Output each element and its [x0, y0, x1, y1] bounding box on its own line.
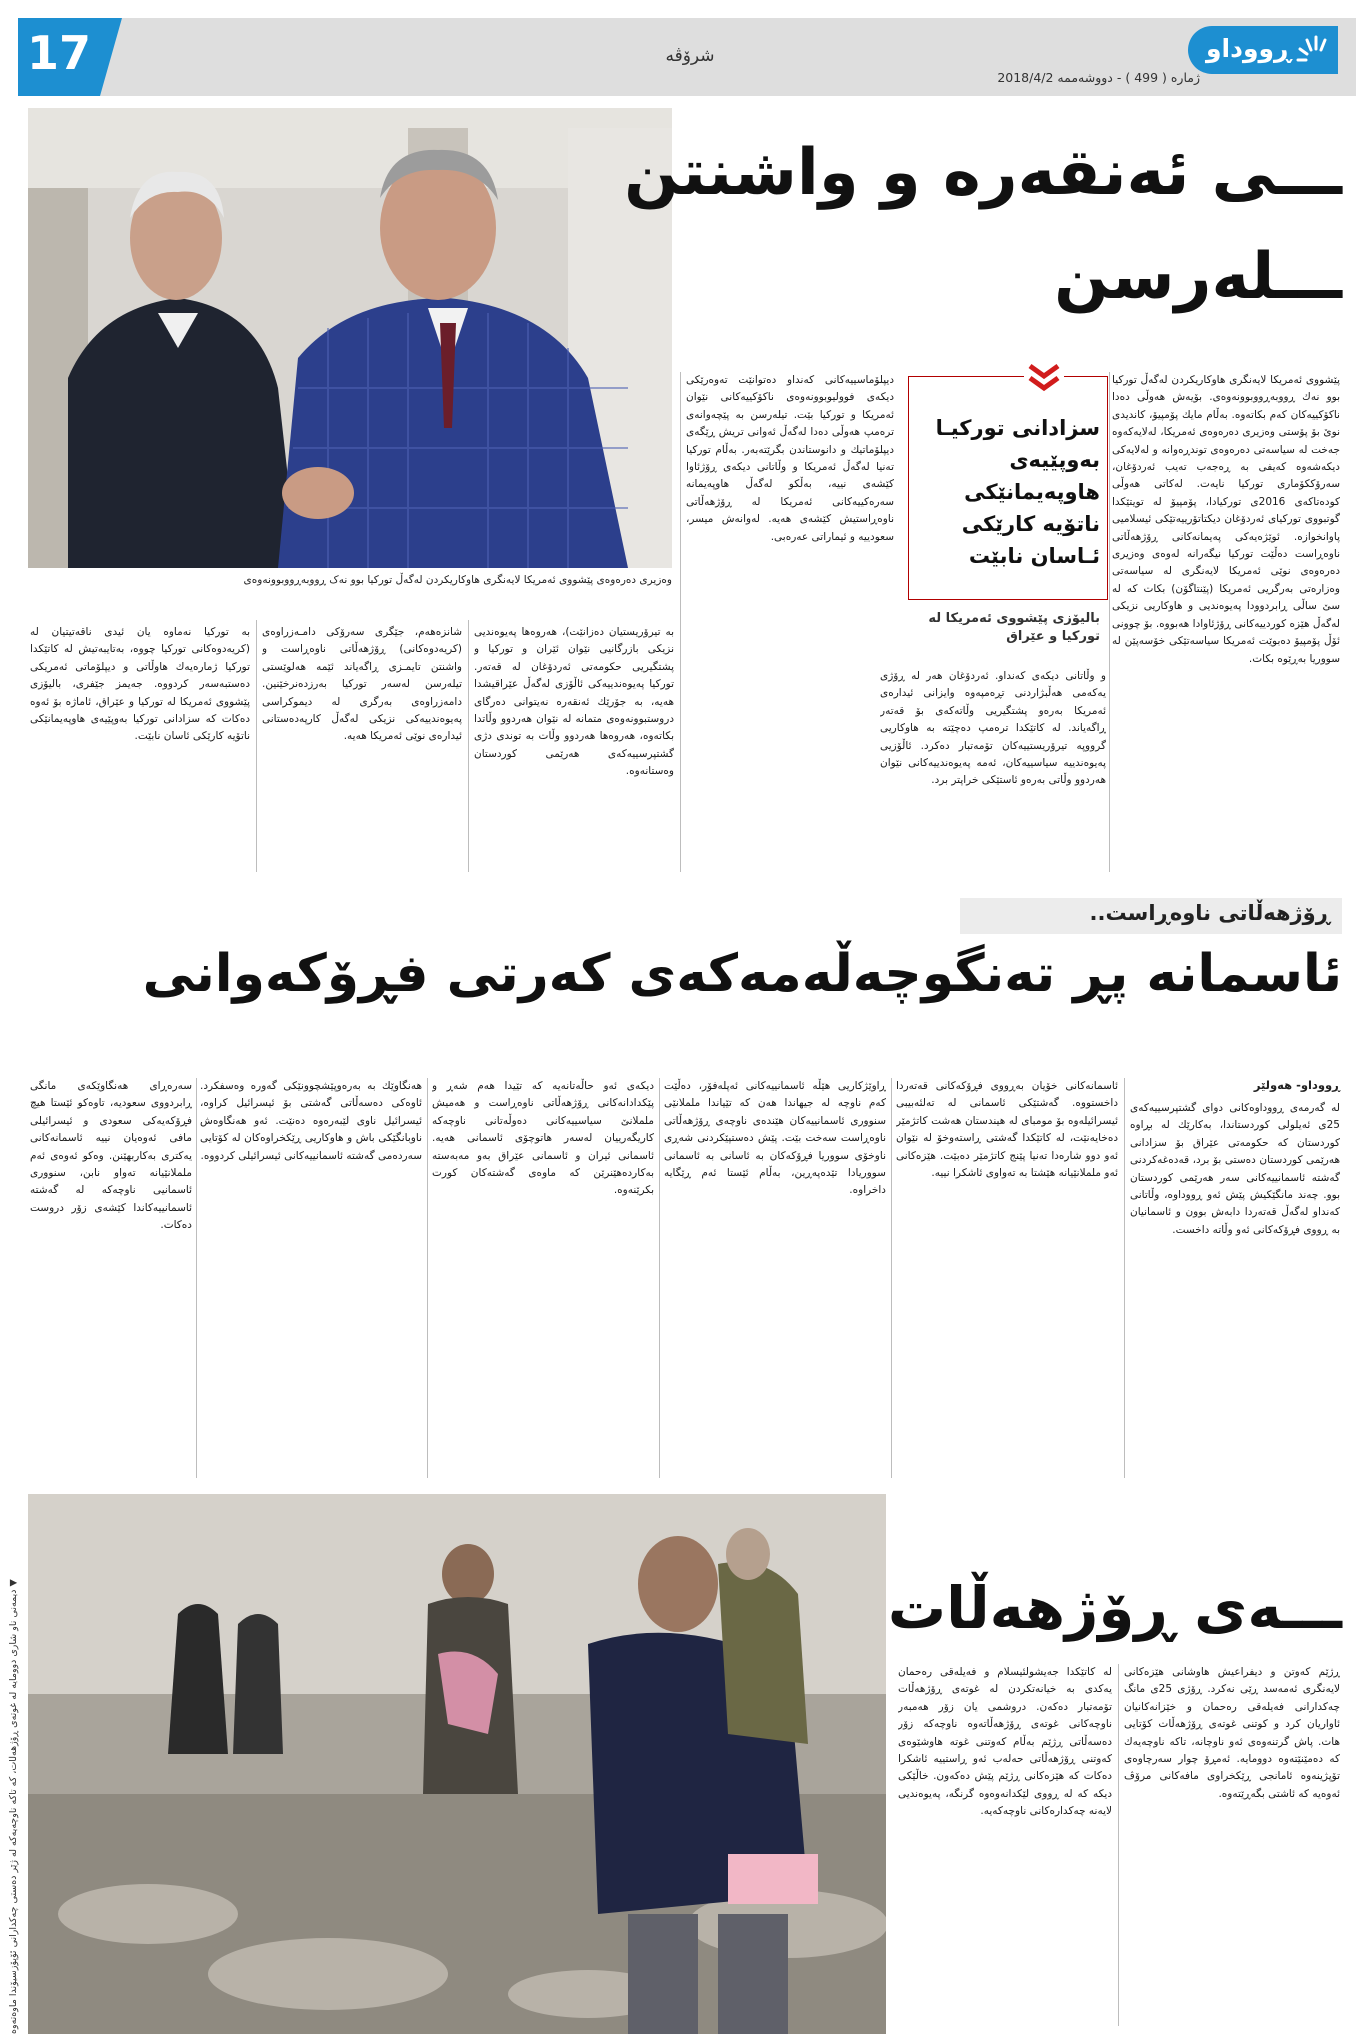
- article2-col-6: سەرەڕای هەنگاوێكەی مانگی ڕابردووی سعودیە، تاوەكو ئێستا هیچ فڕۆكەیەكی سعودی و ئیسرائیلی مافی ئەوەیان نییە ئاسمانەكانی یەكتری بەكاربهێنن. وەكو ئەوەی ئەم ململانێیانە تەواو نابن، سنووری ئاسمانیی ناوچەكە لە گەشتە ئاسمانییەكاندا كێشەی زۆر دروست دەكات.: [30, 1080, 192, 1232]
- pullquote-line: هاوپەیمانێكی: [964, 480, 1100, 504]
- column-rule: [680, 372, 681, 872]
- column-rule: [468, 620, 469, 872]
- column-rule: [427, 1078, 428, 1478]
- article2-col-1: لە گەرمەی ڕووداوەكانی دوای گشتپرسییەكەی 25ی ئەیلولی كوردستاندا، بەكارێك لە بڕاوە كوردستان كە حكومەتی عێراق بۆ سزادانی هەرێمی كوردستان دەستی بۆ برد، قەدەغەكردنی گەشتە ئاسمانییەكانی سەر هەرێمی كوردستان بوو. چەند مانگێكیش پێش ئەو ڕووداوە، وڵاتانی كەنداو لەگەڵ قەتەردا دابەش بوون و ئاسمانیان بە ڕووی فڕۆكەكانی ئەو وڵاتە داخست.: [1130, 1102, 1340, 1236]
- issue-info: ژمارە ( 499 ) - دووشەممە 2018/4/2: [997, 70, 1200, 85]
- pullquote-attribution-line: بالیۆزی پێشووی ئەمریكا لە: [928, 611, 1100, 626]
- pullquote-text: [914, 412, 1100, 572]
- column-rule: [1118, 1664, 1119, 2026]
- column-rule: [891, 1078, 892, 1478]
- pullquote-line: ئـاسان نابێت: [968, 544, 1100, 568]
- article2-col-5: هەنگاوێك بە بەرەوپێشچوونێكی گەورە وەسفكرد. ئاوەكی دەسەڵاتی گەشتی بۆ ئیسرائیل كراوە، ئیسرائیل ناوی لێبەرەوە دەنێت. ئەو هەنگاوەش ناوبانگێكی باش و هاوكاریی ڕێكخراوەكان لە كۆتایی سەردەمی گەشتە ئاسمانییەكانی ئیسرائیلی كردووە.: [200, 1080, 422, 1162]
- ghouta-rescue-photo: [28, 1494, 886, 2034]
- logo-text: ڕووداو: [1206, 34, 1292, 63]
- page-number: 17: [26, 26, 91, 80]
- article1-col-f: بە توركیا نەماوە یان ئیدی ناقەتیتیان لە (كریەدوەكانی توركیا چووە، بەتایبەتیش لە كاتێكدا توركیا ژمارەیەك هاوڵاتی و دیپلۆماتی ئەمریكی دەستبەسەر كردووە. جەیمز جێفری، بالیۆزی پێشووی ئەمریكا لە توركیا و عێراق، ئاماژە بۆ ئەوە دەكات كە سزادانی توركیا بەوپێیەی هاوپەیمانێكی ناتۆیە كارێكی ئاسان نابێت.: [30, 626, 250, 743]
- column-rule: [1109, 372, 1110, 872]
- pullquote-attribution-line: توركیا و عێراق: [1006, 629, 1100, 644]
- column-rule: [659, 1078, 660, 1478]
- pullquote-line: بەوپێیەی: [1009, 448, 1100, 472]
- page-number-box: [18, 18, 100, 96]
- side-caption: [8, 1494, 24, 2034]
- article2-col-4: دیكەی ئەو حاڵەتانەیە كە تێیدا هەم شەڕ و پێكدادانەكانی ڕۆژهەڵاتی ناوەڕاست و هەمیش ململانێ سیاسییەكانی دەوڵەتانی ناوچەكە كاریگەرییان لەسەر هاتوچۆی ئاسمانی هەیە. ئاسمانی ئیران و ئاسمانی عێراق بەو مەبەستە بەكاردەهێنرێن كە ماوەی گەشتەكان كورت بكرێنەوە.: [432, 1080, 654, 1197]
- column-rule: [196, 1078, 197, 1478]
- article1-col-b: و وڵاتانی دیكەی كەنداو. ئەردۆغان هەر لە ڕۆژی یەكەمی هەڵبژاردنی تڕەمپەوە وایزانی ئیدارەی ئەمریكا بەرەو پشتگیریی وڵاتەكەی بۆ قەتەر ڕاگەیاند. لە كاتێكدا ترەمپ دەچێتە بە هاوكاریی گرووپە تیرۆریستییەكان تۆمەتبار دەكرد. ئاڵۆزیی پەیوەندییە سیاسییەكان، ئەمە پەیوەندییەكانی نێوان هەردوو وڵاتی بەرەو ئاستێكی خراپتر برد.: [880, 670, 1106, 787]
- article1-col-c: دیپلۆماسییەكانی كەنداو دەتوانێت تەوەرێكی دیكەی فوولیوبوونەوەی ناكۆكییەكانی نێوان ئەمریكا و توركیا بێت. تیلەرسن بە پێچەوانەی ترەمپ هەوڵی دەدا لەگەڵ ئەوانی تریش ڕێگەی دیپلۆماتیك و دانوستاندن بگرێتەبەر. بەڵام توركیا تەنیا لەگەڵ ئەمریكا و وڵاتانی دیكەی ڕۆژئاوا كێشەی نییە، بەڵكو لەگەڵ هاوپەیمانە سەرەكییەكانی ئەمریكا لە ڕۆژهەڵاتی ناوەڕاستیش كێشەی هەیە. لەوانەش میسر، سعودییە و ئیماراتی عەرەبی.: [686, 374, 894, 543]
- side-caption-text: ▼ دیمەنی ناو شاری دوومایە لە غوتەی ڕۆژهەڵات، كە تاكە ناوچەیەكە لە ژێر دەستی چەكدارانی ئۆپۆزسیۆندا ماوەتەوە: [8, 1579, 19, 2034]
- article2-byline: ڕووداو- هەولێر: [1253, 1078, 1340, 1092]
- column-rule: [256, 620, 257, 872]
- pullquote-attribution: [914, 610, 1100, 646]
- article2-col-2: ئاسمانەكانی خۆیان بەڕووی فڕۆكەكانی قەتەردا داخستووە. گەشتێكی ئاسمانی لە تەلئەبیبی ئیسرائیلەوە بۆ مومبای لە هیندستان هەشت كاتژمێر دەخایەنێت، لە كاتێكدا گەشتی ڕاستەوخۆ لە نێوان ئەو دوو شارەدا تەنیا پێنج كاتژمێر دەبێت. هێزەكانی ئەو ململانێیانە هێشتا بە تەواوی ئاشكرا نییە.: [896, 1080, 1118, 1180]
- article3-headline: ـــەی ڕۆژهەڵات: [887, 1574, 1342, 1642]
- photo-caption-1: وەزیری دەرەوەی پێشووی ئەمریكا لایەنگری هاوكاریكردن لەگەڵ توركیا بوو نەک ڕووبەڕووبوونەوەی: [243, 574, 672, 586]
- article2-headline: ئاسمانە پڕ تەنگوچەڵەمەكەی كەرتی فڕۆكەوانی: [142, 944, 1342, 1004]
- article2-kicker: ڕۆژهەڵاتی ناوەڕاست..: [1089, 901, 1330, 925]
- article3-col-2: لە كاتێكدا جەیشولئیسلام و فەیلەقی رەحمان یەكدی بە خیانەتكردن لە غوتەی ڕۆژهەڵات تۆمەتبار دەكەن. دروشمی یان زۆر هەمبەر ناوچەكانی غوتەی ڕۆژهەڵاتەوە ناوچەكە زۆر دەسەڵاتی ڕژێم بەڵام كەوتنی غوتە هاوشێوەی كەوتنی ڕۆژهەڵاتی حەلەب ئەو ڕاستییە ئاشكرا دەكات كە هێزەكانی ڕژێم پێش دەكەون. خاڵێكی دیكە كە لە ڕووی لێكدانەوەوە گرنگە، پەیوەندیی لایەنە چەكدارەكانی ناوچەكەیە.: [898, 1666, 1112, 1818]
- pullquote-line: ناتۆیە كارێكی: [961, 512, 1100, 536]
- article1-headline-line1: ـــی ئەنقەرە و واشنتن: [624, 136, 1342, 210]
- article3-col-1: ڕژێم كەوتن و دیفراعیش هاوشانی هێزەكانی لایەنگری ئەمەسد ڕێی نەكرد. ڕۆژی 25ی مانگ چەكدارانی فەیلەقی رەحمان و خێزانەكانیان ئاواریان كرد و كوتنی غوتەی ڕۆژهەڵات كۆتایی هات. پاش گرتنەوەی ئەو ناوچانە، تاكە ناوچەیەك كە دەمێنێتەوە دوومایە. ئەمڕۆ چوار سەرچاوەی تۆپژینەوە ئامانجی ڕێكخراوی مافەكانی مرۆڤ ئەوەیە كە ئاشتی بگەڕێتەوە.: [1124, 1666, 1340, 1800]
- logo-sunburst-icon: [1294, 30, 1334, 70]
- page-number-accent: [100, 18, 122, 96]
- article1-col-e: شانزەهەم، جێگری سەرۆكی دامـەزراوەی (كریەدوەكانی) ڕۆژهەڵاتی ناوەڕاست و واشنتن تایمـزی ڕاگەیاند ئێمە هەلوێستی تیلەرسن لەسەر توركیا بەرزدەنرخێنین. دامەزراوەی بەرگری لە دیموكراسی پەیوەندییەكی نزیكی لەگەڵ كارپەدەستانی ئیدارەی نوێی ئەمریكا هەیە.: [262, 626, 462, 743]
- column-rule: [1124, 1078, 1125, 1478]
- pullquote-chevron-icon: [1024, 360, 1064, 394]
- article1-col-d: بە تیرۆریستیان دەزانێت)، هەروەها پەیوەندیی نزیكی بازرگانیی نێوان ئێران و توركیا و پشتگیریی حكومەتی ئەردۆغان لە قەتەر. توركیا پەیوەندییەكی ئاڵۆزی لەگەڵ عێراقیشدا هەیە، بە جۆرێك ئەنقەرە نەیتوانی دەرگای دروستبوونەوەی متمانە لە نێوان هەردوو وڵاتدا بكاتەوە، هەروەها هەردوو وڵات بە توندی دژی گشتپرسییەكەی هەرێمی كوردستان وەستانەوە.: [474, 626, 674, 778]
- erdogan-tillerson-photo: [28, 108, 672, 568]
- article1-col-a: پێشووی ئەمریكا لایەنگری هاوكاریكردن لەگەڵ توركیا بوو نەك ڕووبەڕووبوونەوەی. بۆیەش هەوڵی دەدا ناكۆكییەكان كەم بكاتەوە. بەڵام مایك پۆمپیۆ، كاندیدی نوێ بۆ پۆستی وەزیری دەرەوەی ئەمریكا، لەلایەكەوە جەخت لە سیاسەتی دەرەوەی توندڕەوانە و لەلایەكی دیكەشەوە كەیفی بە ڕەجەب تەیب ئەردۆغان، سەرۆككۆماری توركیا نایەت. لەكاتی هەوڵی كودەتاكەی 2016ی توركیادا، پۆمپیۆ لە تویتێكدا گوتبووی توركیای ئەردۆغان دیكتاتۆرییەتێكی ئیسلامیی پاوانخوازە. ئوێژەیەكی پەیمانەكانی ڕۆژهەڵاتی ناوەڕاست دەڵێت توركیا نیگەرانە لەوەی وەزیری دەرەوەی نوێی ئەمریكا لایەنگری لە سیاسەتی وەزارەتی بەرگریی ئەمریكا (پێنتاگۆن) بكات كە لە سێ ساڵی ڕابردوودا پەیوەندیی و هاوكاریی نزیكی لەگەڵ هێزە كوردییەكانی ڕۆژئاوادا هەبووە. بۆ چوونی ئۆڵ پۆمپیۆ دەبوێت ئەمریكا سیاسەتێكی خۆسەپێن لە سووریا بەڕێوە بكات.: [1112, 374, 1340, 665]
- section-label: شرۆڤە: [665, 46, 715, 66]
- logo-box: [1188, 26, 1338, 74]
- pullquote-line: سزادانی توركیـا: [935, 416, 1100, 440]
- article2-col-3: ڕاوێژكاریی هێڵە ئاسمانییەكانی ئەپلەفۆر، دەڵێت كەم ناوچە لە جیهاندا هەن كە تێیاندا ململانێی سنووری ئاسمانییەكان هێندەی ناوچەی ڕۆژهەڵاتی ناوەڕاست سەخت بێت. پێش دەستپێكردنی شەڕی ناوخۆی سووریا فڕۆكەكان بە ئاسانی بە ئاسمانی سووریادا تێدەپەڕین، بەڵام ئێستا ئەم ڕێگایە داخراوە.: [664, 1080, 886, 1197]
- article1-headline-line2: ـــلەرسن: [1054, 240, 1342, 314]
